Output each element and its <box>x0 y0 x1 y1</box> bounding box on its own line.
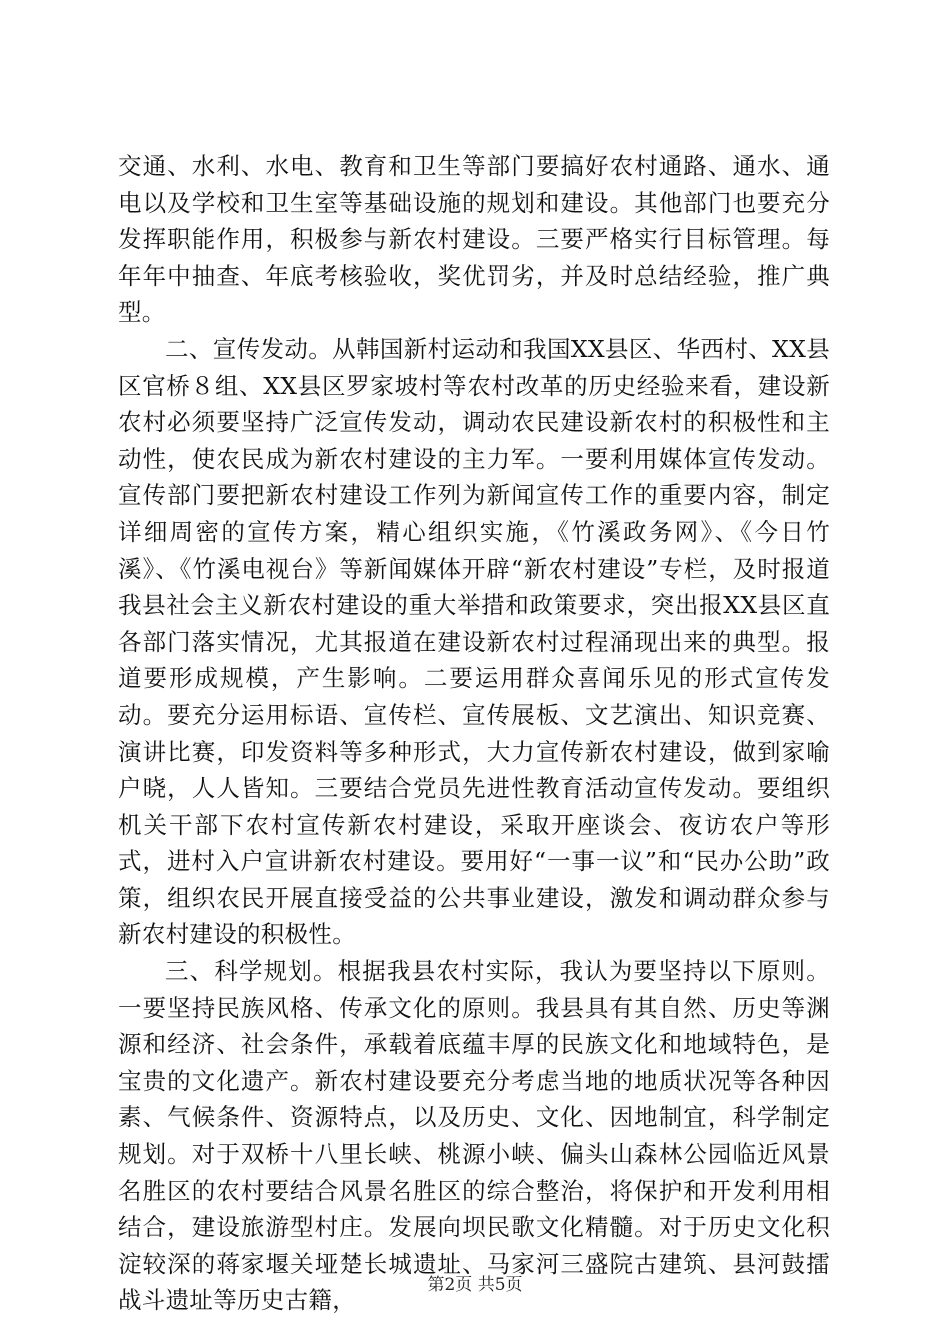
paragraph-3: 三、科学规划。根据我县农村实际，我认为要坚持以下原则。一要坚持民族风格、传承文化的原则。我县具有其自然、历史等渊源和经济、社会条件，承载着底蕴丰厚的民族文化和地域特色，是宝贵的文化遗产。新农村建设要充分考虑当地的地质状况等各种因素、气候条件、资源特点，以及历史、文化、因地制宜，科学制定规划。对于双桥十八里长峡、桃源小峡、偏头山森林公园临近风景名胜区的农村要结合风景名胜区的综合整治，将保护和开发利用相结合，建设旅游型村庄。发展向坝民歌文化精髓。对于历史文化积淀较深的蒋家堰关垭楚长城遗址、马家河三盛院古建筑、县河鼓擂战斗遗址等历史古籍， <box>118 957 830 1315</box>
page-number-footer: 第2页 共5页 <box>427 1275 523 1295</box>
paragraph-1: 交通、水利、水电、教育和卫生等部门要搞好农村通路、通水、通电以及学校和卫生室等基础设施的规划和建设。其他部门也要充分发挥职能作用，积极参与新农村建设。三要严格实行目标管理。每年年中抽查、年底考核验收，奖优罚劣，并及时总结经验，推广典型。 <box>118 152 830 327</box>
paragraph-2: 二、宣传发动。从韩国新村运动和我国XX县区、华西村、XX县区官桥８组、XX县区罗家坡村等农村改革的历史经验来看，建设新农村必须要坚持广泛宣传发动，调动农民建设新农村的积极性和主动性，使农民成为新农村建设的主力军。一要利用媒体宣传发动。宣传部门要把新农村建设工作列为新闻宣传工作的重要内容，制定详细周密的宣传方案，精心组织实施，《竹溪政务网》、《今日竹溪》、《竹溪电视台》等新闻媒体开辟“新农村建设”专栏，及时报道我县社会主义新农村建设的重大举措和政策要求，突出报XX县区直各部门落实情况，尤其报道在建设新农村过程涌现出来的典型。报道要形成规模，产生影响。二要运用群众喜闻乐见的形式宣传发动。要充分运用标语、宣传栏、宣传展板、文艺演出、知识竞赛、演讲比赛，印发资料等多种形式，大力宣传新农村建设，做到家喻户晓，人人皆知。三要结合党员先进性教育活动宣传发动。要组织机关干部下农村宣传新农村建设，采取开座谈会、夜访农户等形式，进村入户宣讲新农村建设。要用好“一事一议”和“民办公助”政策，组织农民开展直接受益的公共事业建设，激发和调动群众参与新农村建设的积极性。 <box>118 334 830 949</box>
document-body <box>118 148 830 1319</box>
